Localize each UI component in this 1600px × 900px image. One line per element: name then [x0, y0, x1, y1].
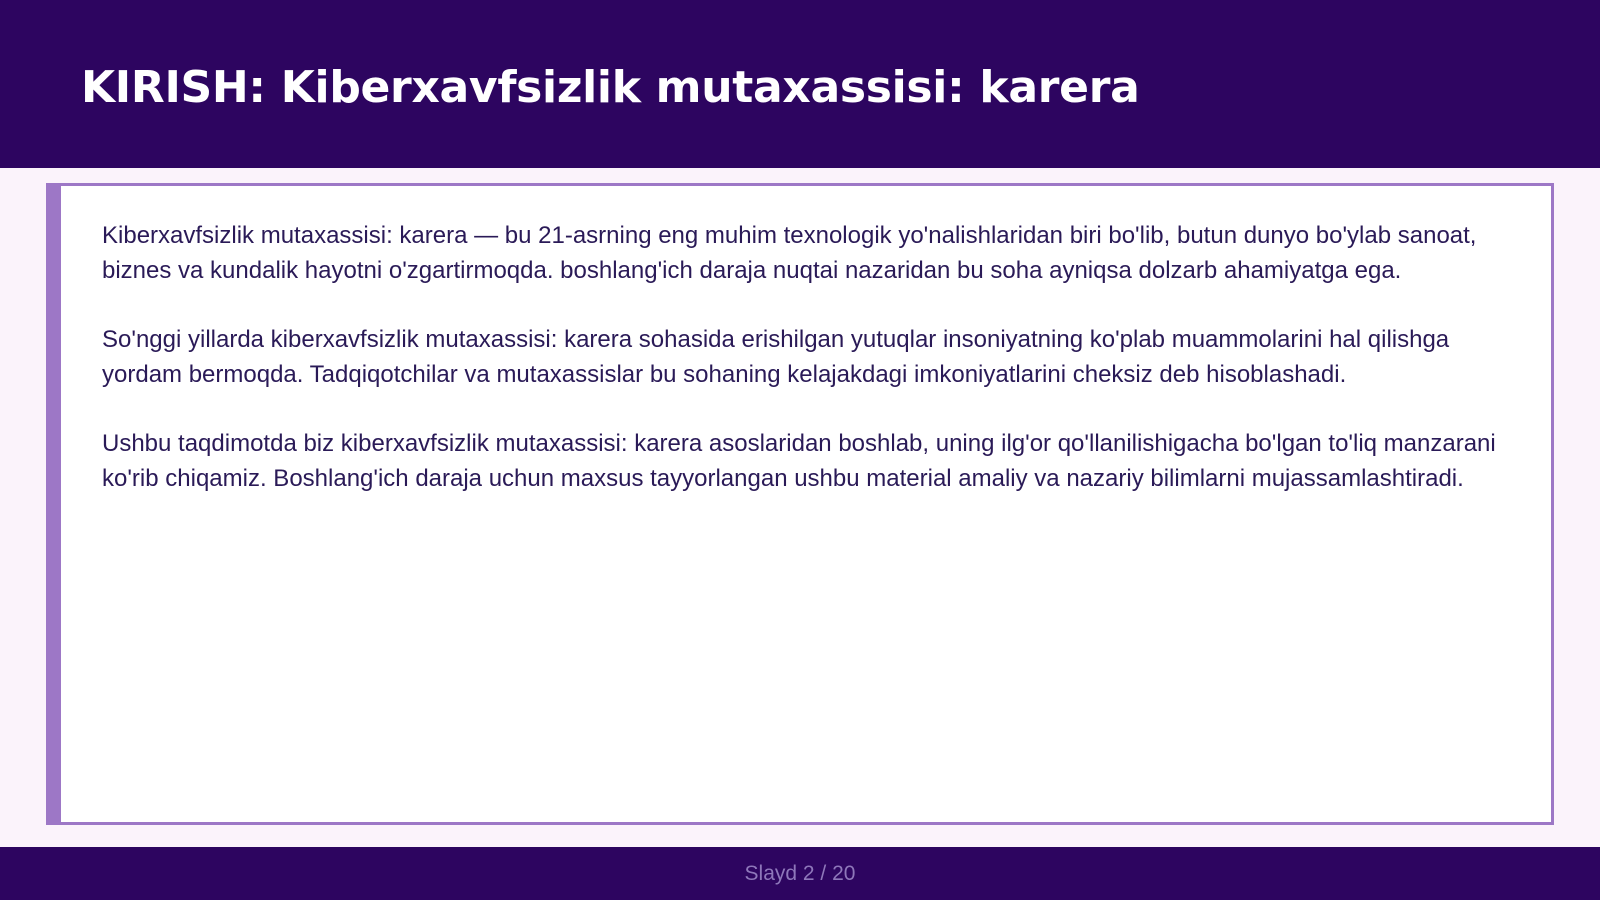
paragraph-1: Kiberxavfsizlik mutaxassisi: karera — bu 21-asrning eng muhim texnologik yo'nalishlaridan biri bo'lib, butun dunyo bo'ylab sanoat, biznes va kundalik hayotni o'zgartirmoqda. boshlang'ich daraja nuqtai nazaridan bu soha ayniqsa dolzarb ahamiyatga ega. — [102, 222, 1477, 284]
paragraph-2: So'nggi yillarda kiberxavfsizlik mutaxassisi: karera sohasida erishilgan yutuqlar insoniyatning ko'plab muammolarini hal qilishga yordam bermoqda. Tadqiqotchilar va mutaxassislar bu sohaning kelajakdagi imkoniyatlarini cheksiz deb hisoblashadi. — [102, 326, 1450, 388]
slide-number: Slayd 2 / 20 — [744, 862, 856, 885]
slide-header — [0, 0, 1600, 168]
content-panel — [46, 183, 1554, 825]
content-body — [102, 218, 1512, 530]
paragraph-3: Ushbu taqdimotda biz kiberxavfsizlik mutaxassisi: karera asoslaridan boshlab, uning ilg'or qo'llanilishigacha bo'lgan to'liq manzarani ko'rib chiqamiz. Boshlang'ich daraja uchun maxsus tayyorlangan ushbu material amaliy va nazariy bilimlarni mujassamlashtiradi. — [102, 430, 1496, 492]
slide-footer — [0, 847, 1600, 900]
slide-title: KIRISH: Kiberxavfsizlik mutaxassisi: karera — [81, 62, 1140, 113]
